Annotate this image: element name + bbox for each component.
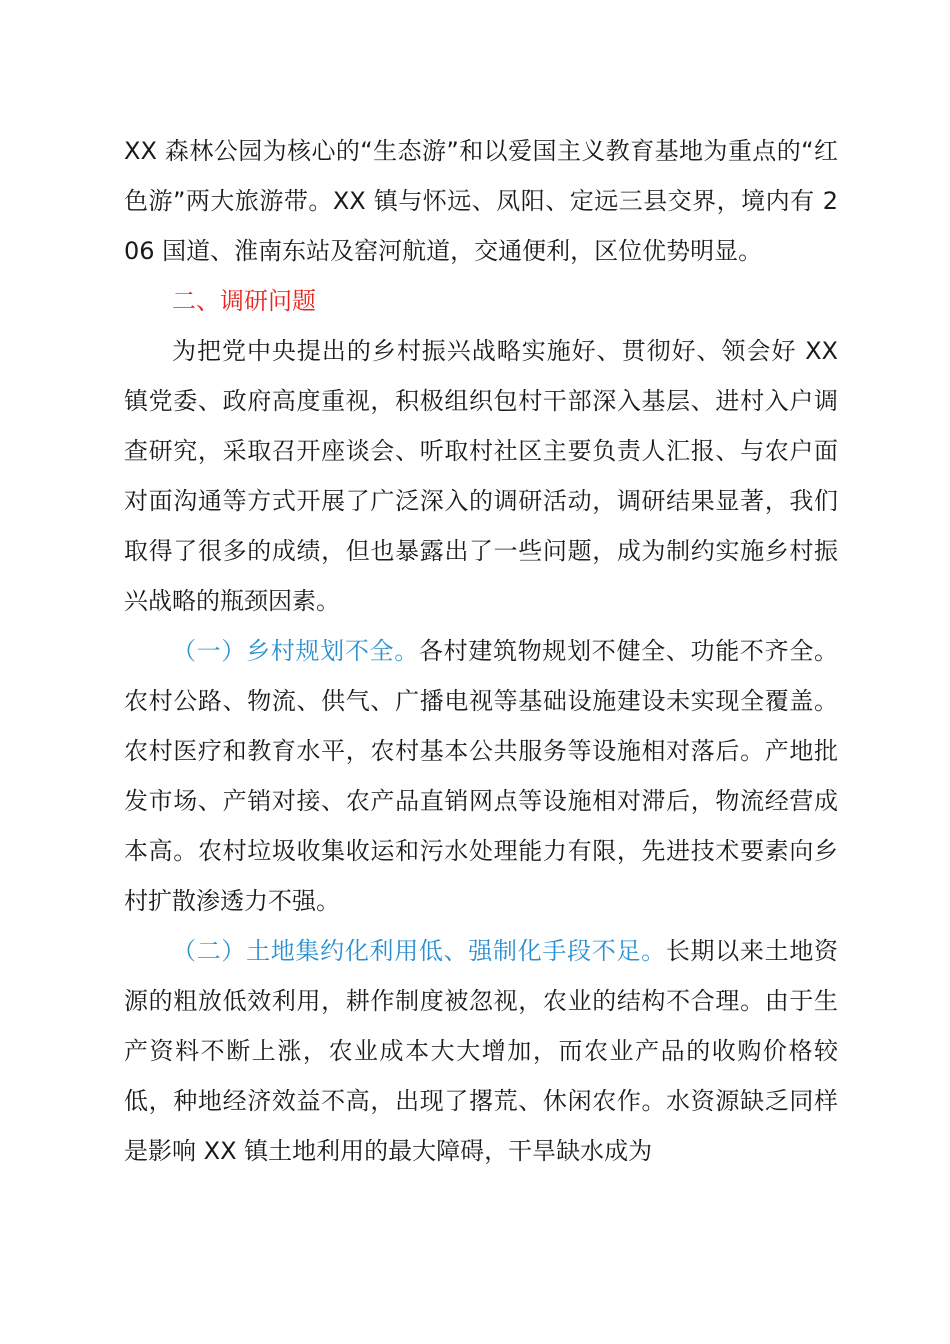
issue-1-title: （一）乡村规划不全。 [172, 637, 419, 665]
research-paragraph: 为把党中央提出的乡村振兴战略实施好、贯彻好、领会好 XX 镇党委、政府高度重视，积极组织包村干部深入基层、进村入户调查研究，采取召开座谈会、听取村社区主要负责人汇报、与农户面对面沟通等方式开展了广泛深入的调研活动，调研结果显著，我们取得了很多的成绩，但也暴露出了一些问题，成为制约实施乡村振兴战略的瓶颈因素。 [124, 337, 838, 615]
issue-1-paragraph [124, 626, 838, 926]
issue-2-title: （二）土地集约化利用低、强制化手段不足。 [172, 937, 666, 965]
issue-2-paragraph [124, 926, 838, 1176]
section-heading: 二、调研问题 [172, 287, 316, 315]
document-body [124, 126, 838, 1176]
intro-paragraph: XX 森林公园为核心的“生态游”和以爱国主义教育基地为重点的“红色游”两大旅游带。XX 镇与怀远、凤阳、定远三县交界，境内有 206 国道、淮南东站及窑河航道，交通便利，区位优势明显。 [124, 137, 838, 265]
issue-2-body: 长期以来土地资源的粗放低效利用，耕作制度被忽视，农业的结构不合理。由于生产资料不断上涨，农业成本大大增加，而农业产品的收购价格较低，种地经济效益不高，出现了撂荒、休闲农作。水资源缺乏同样是影响 XX 镇土地利用的最大障碍，干旱缺水成为 [124, 937, 839, 1165]
issue-1-body: 各村建筑物规划不健全、功能不齐全。农村公路、物流、供气、广播电视等基础设施建设未实现全覆盖。农村医疗和教育水平，农村基本公共服务等设施相对落后。产地批发市场、产销对接、农产品直销网点等设施相对滞后，物流经营成本高。农村垃圾收集收运和污水处理能力有限，先进技术要素向乡村扩散渗透力不强。 [124, 637, 839, 915]
